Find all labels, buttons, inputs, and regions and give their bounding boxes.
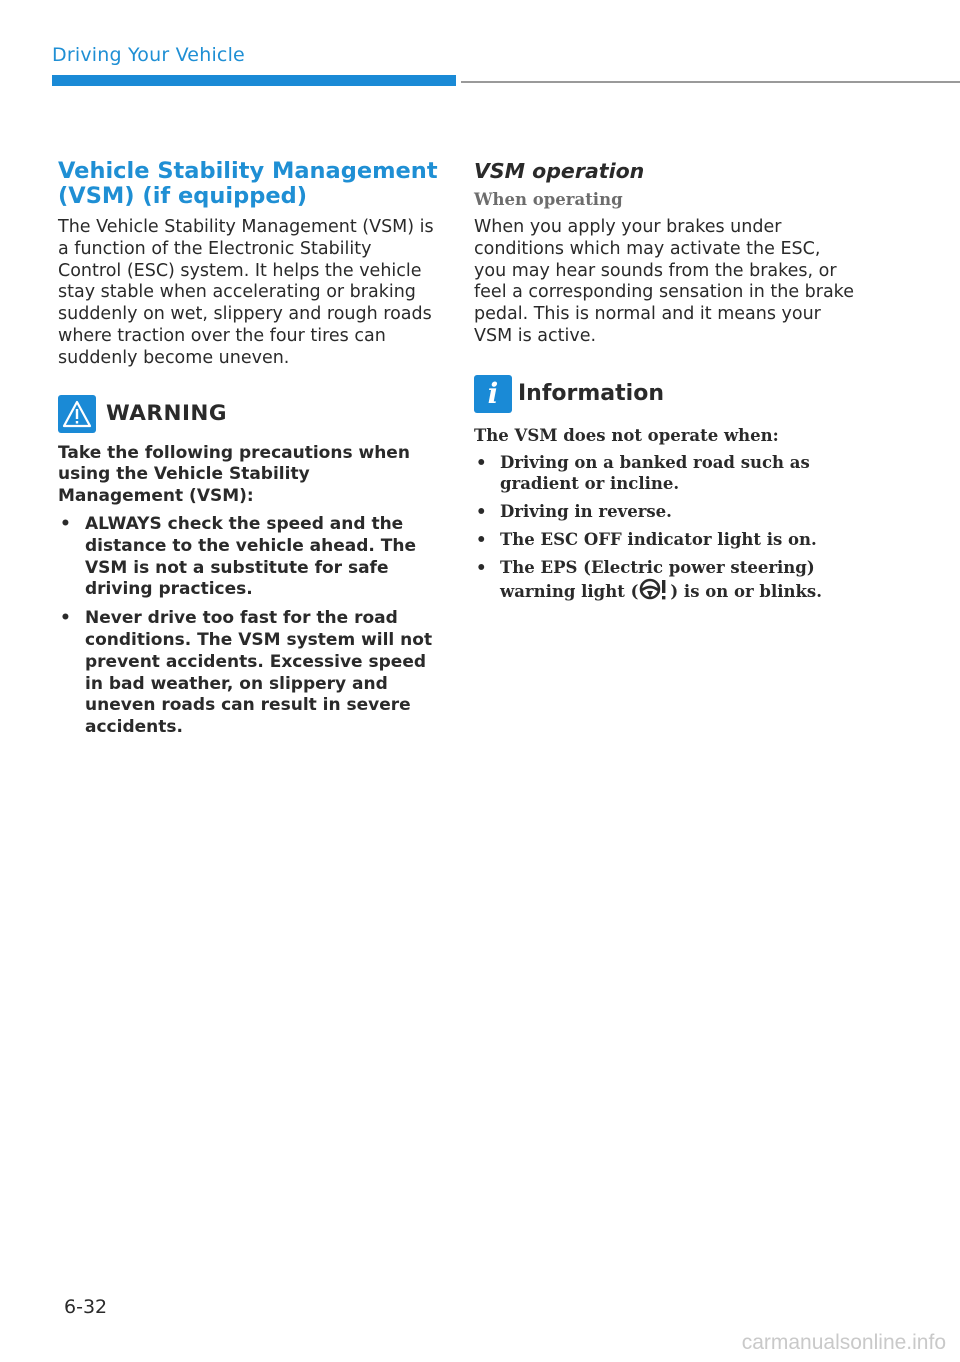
page-number: 6-32 xyxy=(64,1296,108,1318)
section-title-line1: Vehicle Stability Management xyxy=(58,158,438,184)
information-list xyxy=(474,452,854,607)
subsection-title: VSM operation xyxy=(474,159,645,183)
information-item: • Driving in reverse. xyxy=(474,501,854,522)
information-lead: The VSM does not operate when: xyxy=(474,425,779,445)
chapter-title: Driving Your Vehicle xyxy=(52,44,245,66)
information-item: • The ESC OFF indicator light is on. xyxy=(474,529,854,550)
watermark: carmanualsonline.info xyxy=(741,1331,946,1354)
header-accent-bar xyxy=(52,75,456,86)
warning-list xyxy=(58,514,438,739)
warning-item: • Never drive too fast for the road conditions. The VSM system will not prevent accidents. Excessive speed in bad weather, on slippery and uneven roads can result in severe accidents. xyxy=(58,608,438,739)
steering-warning-icon xyxy=(639,578,669,607)
warning-text: Take the following precautions when using the Vehicle Stability Management (VSM): xyxy=(58,442,410,507)
subsection-subtitle: When operating xyxy=(474,190,623,209)
warning-triangle-icon xyxy=(58,395,96,433)
left-column xyxy=(58,159,438,746)
eps-text-suffix: ) is on or blinks. xyxy=(670,581,822,601)
header-rule xyxy=(461,81,960,83)
information-title: Information xyxy=(518,381,664,407)
section-title-line2: (VSM) (if equipped) xyxy=(58,183,307,209)
information-icon: i xyxy=(474,375,512,413)
information-item: • Driving on a banked road such as gradient or incline. xyxy=(474,452,854,494)
information-item-eps xyxy=(474,557,854,607)
warning-title: WARNING xyxy=(106,401,228,427)
vsm-operation-paragraph: When you apply your brakes under conditions which may activate the ESC, you may hear sounds from the brakes, or feel a corresponding sensation in the brake pedal. This is normal and it means your VSM is active. xyxy=(474,217,854,346)
information-header xyxy=(474,375,854,413)
vsm-intro-paragraph: The Vehicle Stability Management (VSM) is a function of the Electronic Stability Control (ESC) system. It helps the vehicle stay stable when accelerating or braking suddenly on wet, slippery and rough roads where traction over the four tires can suddenly become uneven. xyxy=(58,217,434,368)
section-title xyxy=(58,159,438,209)
eps-text-prefix: The EPS (Electric power steering) warning light ( xyxy=(500,557,815,601)
warning-item: • ALWAYS check the speed and the distance to the vehicle ahead. The VSM is not a substitute for safe driving practices. xyxy=(58,514,438,601)
right-column xyxy=(474,159,854,614)
warning-header xyxy=(58,395,438,433)
